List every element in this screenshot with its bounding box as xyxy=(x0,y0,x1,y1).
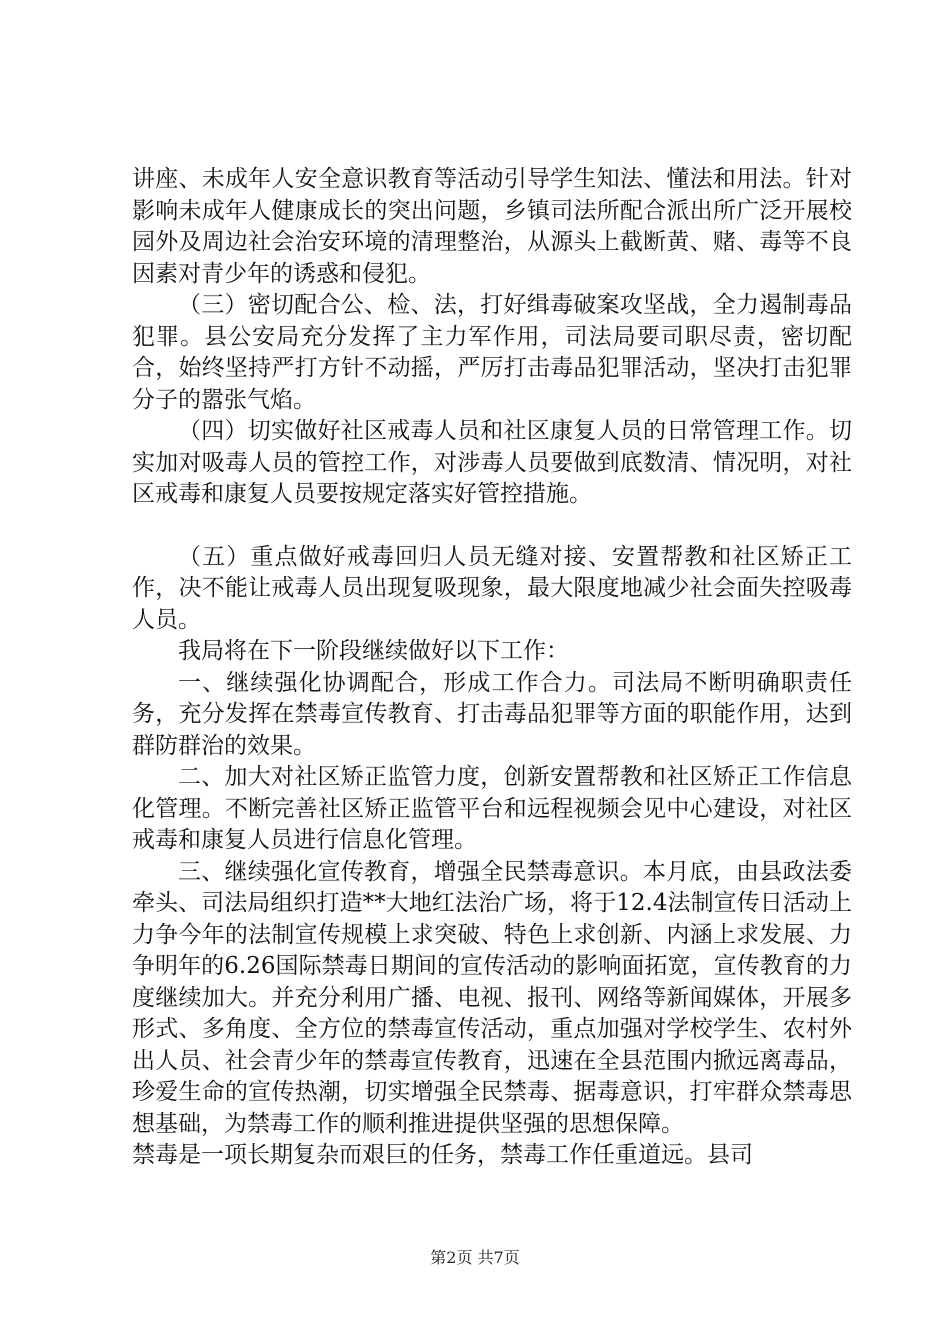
paragraph-2: （三）密切配合公、检、法，打好缉毒破案攻坚战，全力遏制毒品犯罪。县公安局充分发挥了主力军作用，司法局要司职尽责，密切配合，始终坚持严打方针不动摇，严厉打击毒品犯罪活动，坚决打击犯罪分子的嚣张气焰。 xyxy=(132,292,852,413)
paragraph-7: 二、加大对社区矫正监管力度，创新安置帮教和社区矫正工作信息化管理。不断完善社区矫正监管平台和远程视频会见中心建设，对社区戒毒和康复人员进行信息化管理。 xyxy=(132,764,852,853)
paragraph-4: （五）重点做好戒毒回归人员无缝对接、安置帮教和社区矫正工作，决不能让戒毒人员出现复吸现象，最大限度地减少社会面失控吸毒人员。 xyxy=(132,543,852,633)
paragraph-8: 三、继续强化宣传教育，增强全民禁毒意识。本月底，由县政法委牵头、司法局组织打造**大地红法治广场，将于12.4法制宣传日活动上力争今年的法制宣传规模上求突破、特色上求创新、内涵上求发展、力争明年的6.26国际禁毒日期间的宣传活动的影响面拓宽，宣传教育的力度继续加大。并充分利用广播、电视、报刊、网络等新闻媒体，开展多形式、多角度、全方位的禁毒宣传活动，重点加强对学校学生、农村外出人员、社会青少年的禁毒宣传教育，迅速在全县范围内掀远离毒品，珍爱生命的宣传热潮，切实增强全民禁毒、据毒意识，打牢群众禁毒思想基础，为禁毒工作的顺利推进提供坚强的思想保障。 xyxy=(132,858,852,1137)
paragraph-3: （四）切实做好社区戒毒人员和社区康复人员的日常管理工作。切实加对吸毒人员的管控工作，对涉毒人员要做到底数清、情况明，对社区戒毒和康复人员要按规定落实好管控措施。 xyxy=(132,418,852,507)
paragraph-5: 我局将在下一阶段继续做好以下工作： xyxy=(178,638,569,664)
paragraph-1: 讲座、未成年人安全意识教育等活动引导学生知法、懂法和用法。针对影响未成年人健康成长的突出问题，乡镇司法所配合派出所广泛开展校园外及周边社会治安环境的清理整治，从源头上截断黄、赌、毒等不良因素对青少年的诱惑和侵犯。 xyxy=(132,166,852,287)
paragraph-9: 禁毒是一项长期复杂而艰巨的任务，禁毒工作任重道远。县司 xyxy=(132,1142,753,1168)
paragraph-gap xyxy=(132,511,852,542)
paragraph-6: 一、继续强化协调配合，形成工作合力。司法局不断明确职责任务，充分发挥在禁毒宣传教育、打击毒品犯罪等方面的职能作用，达到群防群治的效果。 xyxy=(132,669,852,759)
document-body xyxy=(132,164,852,1172)
page-number-footer: 第2页 共7页 xyxy=(430,1248,520,1267)
